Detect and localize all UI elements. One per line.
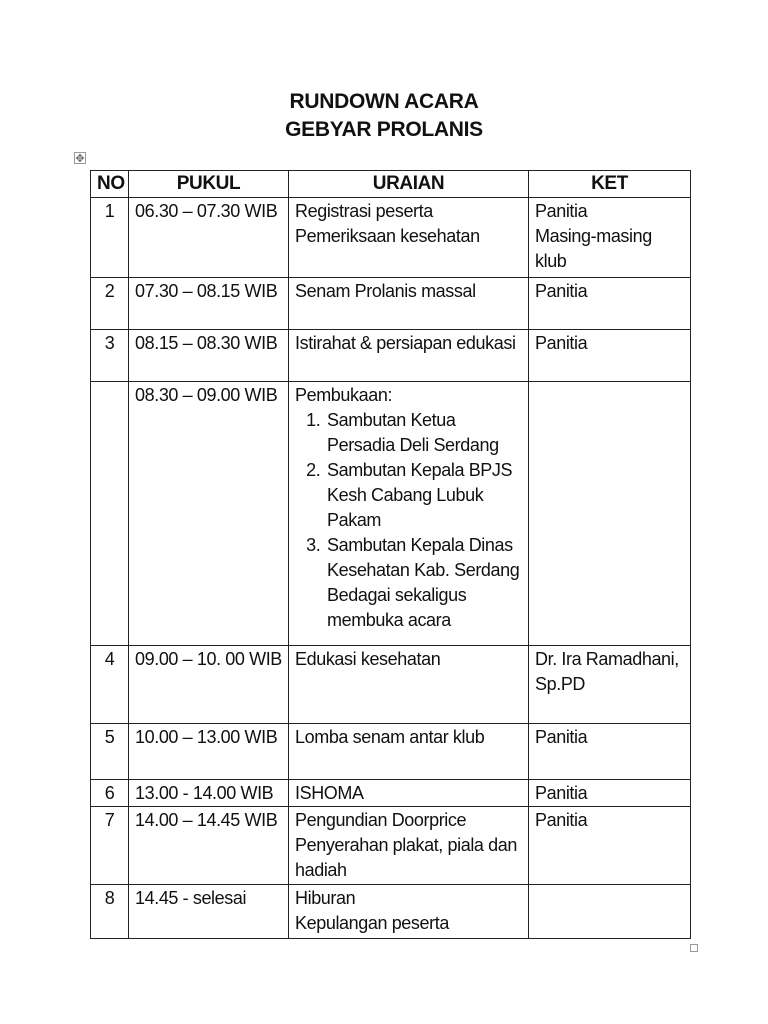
cell-uraian [289, 807, 529, 885]
cell-no: 7 [91, 807, 129, 885]
table-row [91, 198, 691, 278]
cell-pukul: 13.00 - 14.00 WIB [129, 780, 289, 807]
header-no: NO [91, 171, 129, 198]
cell-no: 5 [91, 724, 129, 780]
ket-line: Masing-masing klub [535, 226, 652, 271]
cell-ket [529, 646, 691, 724]
cell-uraian [289, 646, 529, 724]
ket-line: Panitia [535, 201, 588, 221]
ket-line: Sp.PD [535, 674, 586, 694]
uraian-line: Edukasi kesehatan [295, 649, 441, 669]
cell-pukul: 09.00 – 10. 00 WIB [129, 646, 289, 724]
cell-ket [529, 382, 691, 646]
cell-uraian [289, 278, 529, 330]
cell-ket [529, 885, 691, 939]
cell-ket [529, 724, 691, 780]
uraian-line: Pengundian Doorprice [295, 810, 467, 830]
cell-pukul: 14.00 – 14.45 WIB [129, 807, 289, 885]
ket-line: Panitia [535, 281, 588, 301]
cell-pukul: 06.30 – 07.30 WIB [129, 198, 289, 278]
table-row [91, 885, 691, 939]
cell-ket [529, 198, 691, 278]
document-title [0, 88, 768, 144]
cell-no: 1 [91, 198, 129, 278]
uraian-line: Istirahat & persiapan edukasi [295, 333, 516, 353]
uraian-line: Pemeriksaan kesehatan [295, 226, 480, 246]
header-pukul: PUKUL [129, 171, 289, 198]
move-icon[interactable]: ✥ [75, 153, 85, 165]
uraian-heading: Pembukaan: [295, 385, 393, 405]
ket-line: Panitia [535, 333, 588, 353]
cell-uraian [289, 780, 529, 807]
cell-ket [529, 278, 691, 330]
cell-uraian [289, 330, 529, 382]
cell-ket [529, 807, 691, 885]
header-ket: KET [529, 171, 691, 198]
cell-no: 3 [91, 330, 129, 382]
uraian-line: Registrasi peserta [295, 201, 433, 221]
table-resize-handle[interactable] [690, 944, 698, 952]
table-row [91, 278, 691, 330]
cell-pukul: 08.30 – 09.00 WIB [129, 382, 289, 646]
title-line-1: RUNDOWN ACARA [289, 90, 479, 113]
cell-uraian [289, 198, 529, 278]
cell-uraian [289, 724, 529, 780]
list-item: 2. Sambutan Kepala BPJS Kesh Cabang Lubuk Pakam [325, 458, 522, 533]
cell-no: 8 [91, 885, 129, 939]
title-line-2: GEBYAR PROLANIS [285, 118, 483, 141]
table-row [91, 807, 691, 885]
cell-pukul: 14.45 - selesai [129, 885, 289, 939]
table-row [91, 382, 691, 646]
ket-line: Dr. Ira Ramadhani, [535, 649, 679, 669]
rundown-table [90, 170, 691, 939]
ket-line: Panitia [535, 727, 588, 747]
cell-uraian [289, 885, 529, 939]
uraian-line: Kepulangan peserta [295, 913, 449, 933]
list-item: 1. Sambutan Ketua Persadia Deli Serdang [325, 408, 522, 458]
cell-no: 4 [91, 646, 129, 724]
uraian-list [295, 408, 522, 633]
table-row [91, 330, 691, 382]
cell-no: 6 [91, 780, 129, 807]
table-row [91, 780, 691, 807]
cell-pukul: 10.00 – 13.00 WIB [129, 724, 289, 780]
uraian-line: Senam Prolanis massal [295, 281, 476, 301]
list-item: 3. Sambutan Kepala Dinas Kesehatan Kab. Serdang Bedagai sekaligus membuka acara [325, 533, 522, 633]
cell-pukul: 07.30 – 08.15 WIB [129, 278, 289, 330]
cell-no [91, 382, 129, 646]
uraian-line: ISHOMA [295, 783, 364, 803]
ket-line: Panitia [535, 810, 588, 830]
uraian-line: Lomba senam antar klub [295, 727, 485, 747]
table-header-row [91, 171, 691, 198]
cell-ket [529, 780, 691, 807]
table-row [91, 646, 691, 724]
header-uraian: URAIAN [289, 171, 529, 198]
table-row [91, 724, 691, 780]
cell-pukul: 08.15 – 08.30 WIB [129, 330, 289, 382]
cell-uraian [289, 382, 529, 646]
uraian-line: Penyerahan plakat, piala dan hadiah [295, 835, 517, 880]
cell-ket [529, 330, 691, 382]
ket-line: Panitia [535, 783, 588, 803]
cell-no: 2 [91, 278, 129, 330]
uraian-line: Hiburan [295, 888, 356, 908]
